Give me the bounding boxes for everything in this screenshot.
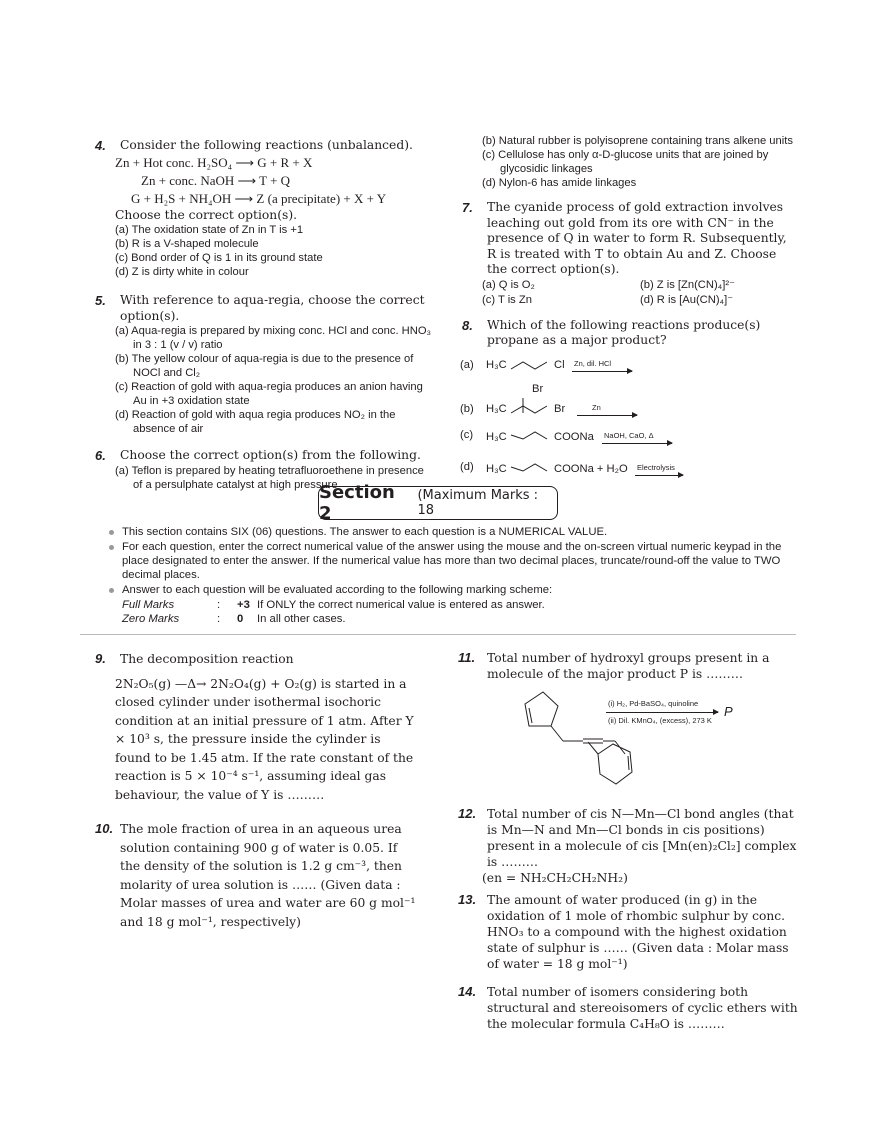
instruction: This section contains SIX (06) questions. The answer to each question is a NUMERICAL VALUE. <box>108 525 798 539</box>
option-label: (d) <box>460 460 474 473</box>
question-number: 14. <box>458 984 477 999</box>
section-2-header <box>318 482 558 524</box>
option[interactable]: (a) Aqua-regia is prepared by mixing conc. HCl and conc. HNO₃ in 3 : 1 (v / v) ratio <box>115 325 432 351</box>
formula: COONa <box>554 430 594 443</box>
question-text: With reference to aqua-regia, choose the correct option(s). <box>120 293 425 323</box>
option[interactable]: (b) The yellow colour of aqua-regia is due to the presence of NOCl and Cl₂ <box>115 353 414 379</box>
question-number: 9. <box>95 651 106 666</box>
left-column-bottom <box>95 650 420 931</box>
option[interactable]: (c) Bond order of Q is 1 in its ground state <box>115 252 323 264</box>
question-number: 7. <box>462 200 473 215</box>
option-label: (c) <box>460 428 474 441</box>
question-text: 2N₂O₅(g) —Δ→ 2N₂O₄(g) + O₂(g) is started in a closed cylinder under isothermal isochoric condition at an initial pressure of 1 atm. After Y × 10³ s, the pressure inside the cylinder is found to be 1.45 atm. If the rate constant of the reaction is 5 × 10⁻⁴ s⁻¹, assuming ideal gas behaviour, the value of Y is ……… <box>115 676 414 802</box>
question-6-continued <box>462 134 798 190</box>
product-label: P <box>724 704 733 719</box>
option[interactable] <box>462 425 798 451</box>
formula: COONa + H₂O <box>554 462 628 475</box>
option[interactable] <box>462 381 798 425</box>
instruction: For each question, enter the correct numerical value of the answer using the mouse and the on-screen virtual numeric keypad in the place designated to enter the answer. If the numerical value has more than two decimal places, truncate/round-off the value to TWO decimal places. <box>108 540 798 582</box>
formula: Cl <box>554 358 565 371</box>
chain-bond-icon <box>509 395 554 417</box>
question-number: 13. <box>458 892 477 907</box>
marks-desc: If ONLY the correct numerical value is entered as answer. <box>257 599 545 611</box>
option[interactable]: (d) R is [Au(CN)₄]⁻ <box>640 293 734 306</box>
formula: H₃C <box>486 462 507 475</box>
question-number: 8. <box>462 317 473 333</box>
question-7 <box>462 200 798 308</box>
question-8-options <box>462 355 798 477</box>
equation: Zn + Hot conc. H₂SO₄ ⟶ G + R + X <box>115 154 313 170</box>
option[interactable]: (c) Reaction of gold with aqua-regia produces an anion having Au in +3 oxidation state <box>115 381 423 407</box>
option[interactable]: (d) Reaction of gold with aqua regia produces NO₂ in the absence of air <box>115 409 396 435</box>
question-number: 11. <box>458 650 476 665</box>
formula: H₃C <box>486 358 507 371</box>
option-label: (a) <box>460 358 474 371</box>
question-number: 6. <box>95 448 106 463</box>
question-text: The decomposition reaction <box>120 652 294 666</box>
formula: H₃C <box>486 430 507 443</box>
reagent: (i) H₂, Pd-BaSO₄, quinoline <box>608 699 699 708</box>
reaction-scheme <box>458 686 798 796</box>
question-text: The amount of water produced (in g) in the oxidation of 1 mole of rhombic sulphur by conc. HNO₃ to a compound with the highest oxidation state of sulphur is …… (Given data : Molar mass of water = 18 g mol⁻¹) <box>487 893 789 971</box>
option[interactable]: (c) T is Zn <box>482 293 532 306</box>
question-10 <box>95 820 420 931</box>
formula: H₃C <box>486 402 507 415</box>
question-8 <box>462 318 798 349</box>
question-text: Choose the correct option(s) from the following. <box>120 448 421 462</box>
question-12 <box>458 806 798 886</box>
option[interactable] <box>462 451 798 477</box>
divider <box>80 634 796 635</box>
arrow-icon <box>635 475 683 476</box>
option[interactable]: (a) Teflon is prepared by heating tetrafluoroethene in presence of a persulphate catalyst at high pressure <box>115 464 424 491</box>
question-text: Which of the following reactions produce(s) propane as a major product? <box>487 317 761 347</box>
instruction: Answer to each question will be evaluated according to the following marking scheme: <box>108 583 798 597</box>
question-4 <box>95 138 433 279</box>
question-number: 10. <box>95 821 114 836</box>
question-5 <box>95 293 433 436</box>
equation: Zn + conc. NaOH ⟶ T + Q <box>141 172 291 188</box>
question-text: The mole fraction of urea in an aqueous urea solution containing 900 g of water is 0.05. If the density of the solution is 1.2 g cm⁻³, then molarity of urea solution is …… (Given data : Molar masses of urea and water are 60 g mol⁻¹ and 18 g mol⁻¹, respectively) <box>120 822 416 929</box>
question-11 <box>458 650 798 682</box>
question-number: 4. <box>95 138 106 153</box>
left-column-top <box>95 138 433 492</box>
note: (en = NH₂CH₂CH₂NH₂) <box>482 871 628 885</box>
arrow-icon <box>572 371 632 372</box>
arrow-icon <box>606 712 718 713</box>
marks-label: Zero Marks <box>122 613 180 625</box>
question-number: 12. <box>458 806 477 821</box>
option[interactable] <box>462 355 798 381</box>
marks-label: Full Marks <box>122 599 175 611</box>
question-number: 5. <box>95 293 106 308</box>
colon: : <box>217 613 221 625</box>
option[interactable]: (c) Cellulose has only α-D-glucose units that are joined by glycosidic linkages <box>482 149 769 175</box>
right-column-top <box>462 134 798 477</box>
reagent: NaOH, CaO, Δ <box>604 430 654 440</box>
section-instructions <box>108 525 798 626</box>
option[interactable]: (d) Z is dirty white in colour <box>115 266 249 278</box>
chain-bond-icon <box>509 461 554 473</box>
chain-bond-icon <box>509 429 554 441</box>
reagent: Zn <box>592 402 601 412</box>
question-text: Total number of hydroxyl groups present in a molecule of the major product P is ……… <box>487 651 770 681</box>
marking-scheme <box>108 598 798 626</box>
formula: Br <box>532 382 544 395</box>
arrow-icon <box>577 415 637 416</box>
prompt: Choose the correct option(s). <box>115 207 298 222</box>
question-9 <box>95 650 420 804</box>
marks-score: 0 <box>237 613 244 625</box>
question-text: Total number of cis N—Mn—Cl bond angles (that is Mn—N and Mn—Cl bonds in cis positions) present in a molecule of cis [Mn(en)₂Cl₂] complex is ……… <box>487 807 797 869</box>
section-subtitle: (Maximum Marks : 18 <box>417 488 539 518</box>
marks-score: +3 <box>237 599 250 611</box>
question-text: Consider the following reactions (unbalanced). <box>120 138 413 152</box>
question-14 <box>458 984 798 1032</box>
reagent: Zn, dil. HCl <box>574 358 612 368</box>
section-title: Section 2 <box>319 482 395 524</box>
marks-desc: In all other cases. <box>257 613 346 625</box>
question-13 <box>458 892 798 972</box>
right-column-bottom <box>458 650 798 1032</box>
option[interactable]: (a) Q is O₂ <box>482 278 535 291</box>
reagent: (ii) Dil. KMnO₄, (excess), 273 K <box>608 716 712 725</box>
question-text: The cyanide process of gold extraction involves leaching out gold from its ore with CN⁻ in the presence of Q in water to form R. Subsequently, R is treated with T to obtain Au and Z. Choose the correct option(s). <box>487 200 787 276</box>
cyclohexene-icon <box>588 734 648 796</box>
formula: Br <box>554 402 566 415</box>
arrow-icon <box>602 443 672 444</box>
chain-bond-icon <box>509 359 554 371</box>
option-label: (b) <box>460 402 474 415</box>
option[interactable]: (b) Z is [Zn(CN)₄]²⁻ <box>640 278 735 291</box>
reagent: Electrolysis <box>637 462 675 472</box>
option[interactable]: (a) The oxidation state of Zn in T is +1 <box>115 224 304 236</box>
question-text: Total number of isomers considering both structural and stereoisomers of cyclic ethers with the molecular formula C₄H₈O is ……… <box>487 985 798 1031</box>
colon: : <box>217 599 221 611</box>
option[interactable]: (b) Natural rubber is polyisoprene containing trans alkene units <box>482 135 793 147</box>
option[interactable]: (b) R is a V-shaped molecule <box>115 238 259 250</box>
option[interactable]: (d) Nylon-6 has amide linkages <box>482 177 637 189</box>
equation: G + H₂S + NH₄OH ⟶ Z (a precipitate) + X + Y <box>131 190 387 206</box>
